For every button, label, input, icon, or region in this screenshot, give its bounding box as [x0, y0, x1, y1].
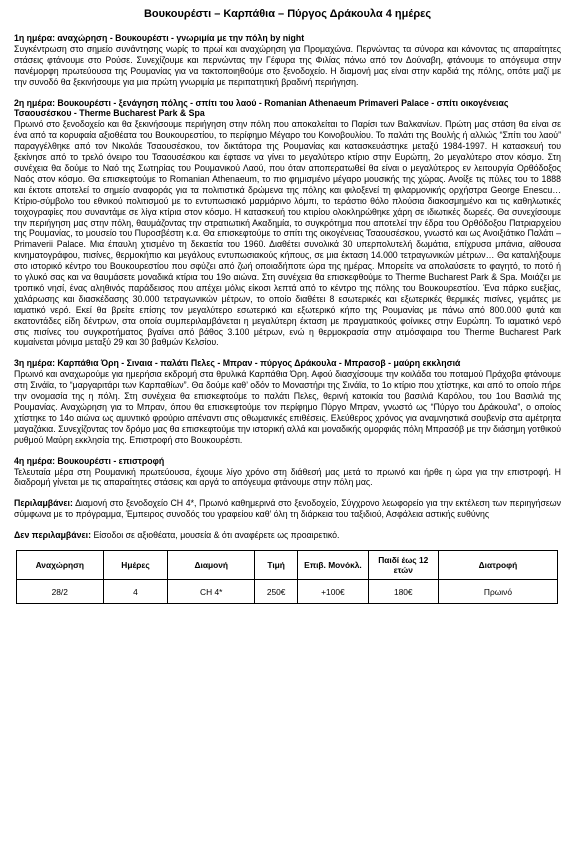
header-accommodation: Διαμονή	[168, 551, 255, 580]
cell-board: Πρωινό	[438, 580, 557, 604]
header-price: Τιμή	[255, 551, 298, 580]
price-table	[16, 550, 558, 604]
includes-label: Περιλαμβάνει:	[14, 498, 73, 509]
day-4-text: Τελευταία μέρα στη Ρουμανική πρωτεύουσα, έχουμε λίγο χρόνο στη διάθεσή μας μετά το πρωινό και ήρθε η ώρα για την επιστροφή. Η διαδρομή γίνεται με τις απαραίτητες στάσεις και αργά το απόγευμα φτάνουμε στην πόλη μας.	[14, 466, 561, 488]
excludes-paragraph	[14, 530, 561, 541]
cell-departure: 28/2	[17, 580, 104, 604]
day-3-heading: 3η ημέρα: Καρπάθια Όρη - Σιναια - παλάτι Πελες - Μπραν - πύργος Δράκουλα - Μπρασοβ - μαύρη εκκλησιά	[14, 358, 461, 369]
day-1-heading: 1η ημέρα: αναχώρηση - Βουκουρέστι - γνωριμία με την πόλη by night	[14, 33, 305, 43]
cell-child-price: 180€	[368, 580, 438, 604]
day-1-text: Συγκέντρωση στο σημείο συνάντησης νωρίς το πρωί και αναχώρηση για Προμαχώνα. Περνώντας τα σύνορα και κάνοντας τις απαραίτητες στάσεις φτάνουμε στο Ρούσε. Συνεχίζουμε και περνώντας την Γέφυρα της Φιλίας πάνω από τον Δούναβη, φτάνουμε το απόγευμα στην πανέμορφη πρωτεύουσα της Ρουμανίας για να τακτοποιηθούμε στο ξενοδοχείο. Η διαμονή μας είναι στην καρδιά της πόλης, οπότε μαζί με την συνοδό θα ξεκινήσουμε για μια πρώτη γνωριμία με περιπατητική βραδινή περιήγηση.	[14, 43, 561, 87]
header-board: Διατροφή	[438, 551, 557, 580]
day-3-text: Πρωινό και αναχωρούμε για ημερήσια εκδρομή στα θρυλικά Καρπάθια Όρη. Αφού διασχίσουμε την κοιλάδα του ποταμού Πράχοβα φτάνουμε στη Σινάϊα, το “μαργαριτάρι των Καρπαθίων”. Θα δούμε καθ’ οδόν το Μοναστήρι της Σινάϊα, το 1ο κτίριο που χτίστηκε, και από το οποίο πήρε την ονομασία της η πόλη. Στη συνέχεια θα επισκεφτούμε το παλάτι Πελες, θερινή κατοικία του βασιλιά Καρόλου, του 1ου Βασιλιά της Ρουμανίας. Αναχώρηση για το Μπραν, όπου θα επισκεφτούμε τον περίφημο Πύργο Μπραν, γνωστό ως “Πύργο του Δράκουλα”, ο οποίος χτίστηκε το 14ο αιώνα ως αμυντικό φρούριο απέναντι στις οθωμανικές επιθέσεις. Ελεύθερος χρόνος για αναμνηστικά σουβενίρ στα αμέτρητα μαγαζάκια. Συνεχίζοντας τον δρόμο μας θα επισκεφτούμε την ιστορική αλλά και μοναδικής ομορφιάς πόλη Μπρασόβ με την διάσημη γοτθικού ρυθμού Μαύρη εκκλησία της. Επιστροφή στο Βουκουρέστι.	[14, 369, 561, 445]
includes-text: Διαμονή στο ξενοδοχείο CH 4*, Πρωινό καθημερινά στο ξενοδοχείο, Σύγχρονο λεωφορείο για την εκτέλεση των περιηγήσεων σύμφωνα με το πρόγραμμα, Έμπειρος συνοδός του γραφείου καθ’ όλη τη διάρκεια του ταξιδιού, Ασφάλεια αστικής ευθύνης	[14, 498, 561, 520]
document-title: Βουκουρέστι – Καρπάθια – Πύργος Δράκουλα 4 ημέρες	[143, 8, 432, 20]
day-1-section	[14, 33, 561, 88]
price-table-header-row	[17, 551, 558, 580]
day-2-text: Πρωινό στο ξενοδοχείο και θα ξεκινήσουμε περιήγηση στην πόλη που αποκαλείται το Παρίσι των Βαλκανίων. Πρώτη μας στάση θα είναι σε ένα από τα κορυφαία αξιοθέατα του Βουκουρεστίου, το περίφημο Μέγαρο του Κοινοβουλίου. Το παλάτι της Βουλής ή αλλιώς “Σπίτι του λαού” παραγγέλθηκε από τον Νικολάε Τσαουσέσκου, τον δικτάτορα της Ρουμανίας και κατασκευάστηκε μεταξύ 1984-1997. Η κατασκευή του ξεκίνησε από το τρελό όνειρο του Τσαουσέσκου και έφτασε να γίνει το μεγαλύτερο κτίριο στην Ευρώπη, 2ο μεγαλύτερο στον κόσμο. Στη συνέχεια θα δούμε το Ναό της Σωτηρίας του Ρουμανικού Λαού, που όταν αποπερατωθεί θα είναι ο μεγαλύτερος εν λειτουργία Ορθόδοξος Ναός στον κόσμο. Θα επισκεφτούμε το Romanian Athenaeum, το πιο φημισμένο μέγαρο μουσικής της χώρας. Ανοίξε τις πύλες του το 1888 και έκτοτε αποτελεί το σημείο αναφοράς για τα πολιτιστικά δρώμενα της πόλης και φιλοξενεί τη φιλαρμονικής ορχήστρα George Enescu… Κτίριο-σύμβολο του εθνικού πολιτισμού με το εντυπωσιακό μαρμάρινο λόμπι, το τεράστιο θόλο πλούσια διακοσμημένο και τις καθηλωτικές τοιχογραφίες που συναντάμε σε λίγα κτίρια στον κόσμο. Η κατασκευή του κτιρίου ολοκληρώθηκε χάρη σε ιδιωτικές δωρεές. Θα συνεχίσουμε την περιήγηση μας στην πόλη, θαυμάζοντας την στρατιωτική Ακαδημία, το συγκρότημα που αποτελεί την έδρα του Ορθόδοξου Πατριαρχείου της Ρουμανίας, το μουσείο του Πυροσβέστη κ.α. Θα επισκεφτούμε το σπίτι της οικογένειας Τσαουσέσκου, γνωστό και ως Ανοιξιάτικο Παλάτι – Primaverii Palace. Μια έπαυλη χτισμένο τη δεκαετία του 1960. Διαθέτει συνολικά 30 υπερπολυτελή δωμάτια, επίχρυσα μπάνια, αίθουσα κινηματογράφου, πισίνες, θερμοκήπιο και μεγάλους εντυπωσιακούς κήπους, σε μια έκταση 14.000 τετραγωνικών μέτρων… Θα καταλήξουμε στο ιστορικό κέντρο του Βουκουρεστίου που σφύζει από ζωή οποιαδήποτε ώρα της ημέρας. Μπορείτε να απολαύσετε το φαγητό, το ποτό ή το γλυκό σας και να θαυμάσετε μοναδικά κτίρια του 19ο αιώνα. Στη συνέχεια θα επισκεφθούμε το Therme Bucharest Park & Spa. Μοιάζει με τροπικό νησί, ένας αληθινός παράδεισος που απέχει μόλις είκοσι λεπτά από το κέντρο της πόλης του Βουκουρεστίου. Ένα πάρκο ευεξίας, χαλάρωσης και διασκέδασης 30.000 τετραγωνικών μέτρων, το οποίο διαθέτει 8 εσωτερικές και εξωτερικές θερμικές πισίνες, γεμάτες με ιαματικό νερό. Εκεί θα βρείτε επίσης τον μεγαλύτερο εσωτερικό και εξωτερικό κήπο της Ρουμανίας με πάνω από 800.000 φυτά και εκατοντάδες είδη δέντρων, στα οποία συμπεριλαμβάνεται η μεγαλύτερη έκταση με πραγματικούς φοίνικες στην Ευρώπη. Το ιαματικό νερό στις πισίνες του συγκροτήματος βγαίνει από βάθος 3.100 μέτρων, ενώ η θερμοκρασία στην ατμόσφαιρα του Therme Bucharest Park κυμαίνεται μόνιμα μεταξύ 29 και 30 βαθμών Κελσίου.	[14, 119, 561, 348]
includes-paragraph	[14, 498, 561, 520]
excludes-text: Είσοδοι σε αξιοθέατα, μουσεία & ότι αναφέρετε ως προαιρετικό.	[91, 530, 340, 541]
header-single-supplement: Επιβ. Μονόκλ.	[298, 551, 368, 580]
price-table-row	[17, 580, 558, 604]
cell-accommodation: CH 4*	[168, 580, 255, 604]
excludes-label: Δεν περιλαμβάνει:	[14, 530, 92, 541]
day-4-section	[14, 456, 561, 489]
header-child-price: Παιδί έως 12 ετών	[368, 551, 438, 580]
day-3-section	[14, 358, 561, 445]
day-2-heading: 2η ημέρα: Βουκουρέστι - ξενάγηση πόλης - σπίτι του λαού - Romanian Athenaeum Primaveri Palace - σπίτι οικογένειας Τσαουσέσκου - Therme Bucharest Park & Spa	[14, 97, 509, 119]
cell-days: 4	[103, 580, 168, 604]
cell-single-supplement: +100€	[298, 580, 368, 604]
header-departure: Αναχώρηση	[17, 551, 104, 580]
day-4-heading: 4η ημέρα: Βουκουρέστι - επιστροφή	[14, 455, 165, 466]
header-days: Ημέρες	[103, 551, 168, 580]
cell-price: 250€	[255, 580, 298, 604]
day-2-section	[14, 98, 561, 349]
